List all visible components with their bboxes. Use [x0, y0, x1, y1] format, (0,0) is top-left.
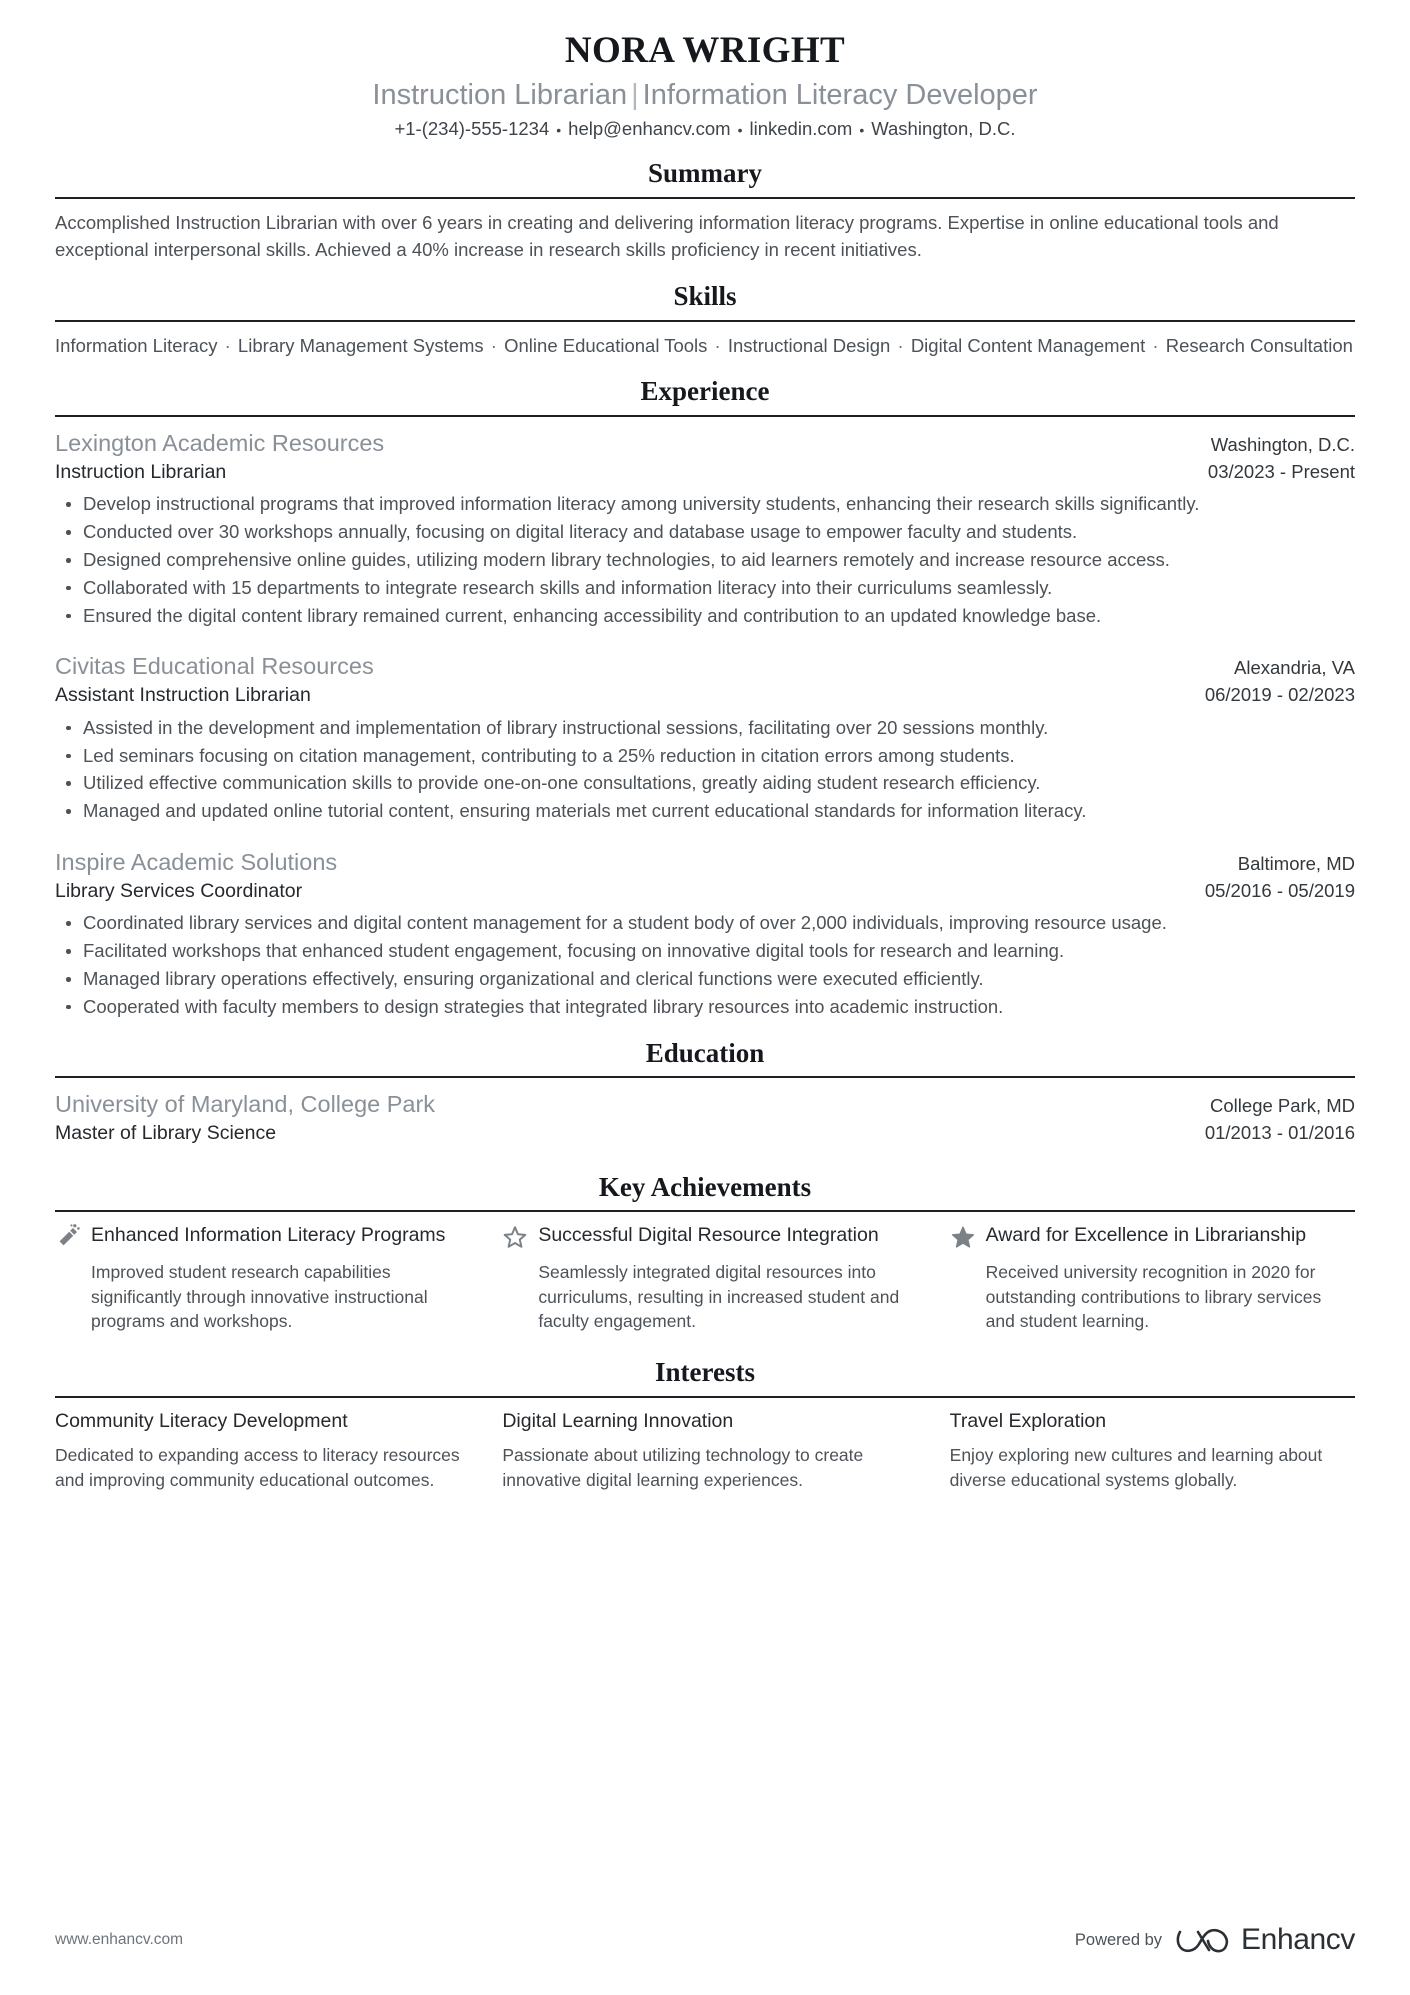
role-divider-icon: | [631, 78, 639, 111]
experience-title-row [55, 682, 1355, 708]
experience-entry [55, 428, 1355, 629]
interest-card [502, 1409, 907, 1492]
education-school-row [55, 1089, 1355, 1120]
section-skills [55, 280, 1355, 360]
section-title-interests: Interests [655, 1356, 755, 1387]
interest-description: Passionate about utilizing technology to create innovative digital learning experiences. [502, 1445, 864, 1490]
footer-website-link[interactable]: www.enhancv.com [55, 1931, 184, 1948]
section-summary [55, 157, 1355, 263]
skill-separator-icon: · [485, 334, 503, 356]
experience-dates: 03/2023 - Present [1207, 461, 1355, 483]
magic-wand-icon [55, 1224, 81, 1251]
experience-entry [55, 847, 1355, 1021]
star-filled-icon [950, 1224, 976, 1251]
experience-job-title: Library Services Coordinator [55, 880, 303, 903]
achievement-header [502, 1223, 907, 1251]
achievement-description: Improved student research capabilities significantly through innovative instructional programs and workshops. [91, 1262, 428, 1332]
skill-item: Library Management Systems [237, 334, 484, 356]
education-degree: Master of Library Science [55, 1122, 277, 1145]
experience-bullet: Ensured the digital content library remained current, enhancing accessibility and contribution to an updated knowledge base. [55, 603, 1355, 630]
section-rule [55, 197, 1355, 199]
skill-item: Digital Content Management [910, 334, 1146, 356]
contact-line [55, 117, 1355, 141]
experience-bullet: Collaborated with 15 departments to integrate research skills and information literacy into their curriculums seamlessly. [55, 575, 1355, 602]
experience-bullet: Led seminars focusing on citation management, contributing to a 25% reduction in citation errors among students. [55, 743, 1355, 770]
contact-linkedin[interactable]: linkedin.com [749, 118, 853, 140]
experience-dates: 05/2016 - 05/2019 [1204, 880, 1355, 902]
interest-card [950, 1409, 1355, 1492]
experience-bullet-list [55, 491, 1355, 629]
achievement-title: Successful Digital Resource Integration [538, 1224, 879, 1247]
role-secondary: Information Literacy Developer [642, 78, 1038, 111]
skill-separator-icon: · [709, 334, 726, 356]
achievement-description: Seamlessly integrated digital resources into curriculums, resulting in increased student and faculty engagement. [538, 1262, 900, 1332]
enhancv-mark-icon [1176, 1923, 1232, 1957]
section-experience [55, 375, 1355, 1020]
experience-organization: Inspire Academic Solutions [55, 849, 338, 876]
powered-by-label: Powered by [1074, 1930, 1163, 1949]
enhancv-logo [1176, 1923, 1355, 1957]
section-rule [55, 320, 1355, 322]
skill-item: Online Educational Tools [504, 334, 708, 356]
education-dates: 01/2013 - 01/2016 [1204, 1122, 1355, 1144]
experience-job-title: Instruction Librarian [55, 461, 227, 484]
section-rule [55, 1210, 1355, 1212]
section-title-education: Education [645, 1037, 765, 1068]
experience-bullet: Designed comprehensive online guides, utilizing modern library technologies, to aid learners remotely and increase resource access. [55, 547, 1355, 574]
experience-entries [55, 428, 1355, 1021]
skills-list [55, 333, 1355, 360]
achievement-card [950, 1223, 1355, 1334]
achievement-card [502, 1223, 907, 1334]
experience-location: Baltimore, MD [1237, 853, 1355, 875]
skill-separator-icon: · [892, 334, 909, 356]
star-outline-icon [502, 1224, 528, 1251]
experience-bullet: Coordinated library services and digital content management for a student body of over 2,000 individuals, improving resource usage. [55, 910, 1355, 937]
interest-description: Enjoy exploring new cultures and learning about diverse educational systems globally. [949, 1445, 1323, 1490]
interest-cards [55, 1409, 1355, 1492]
achievement-description: Received university recognition in 2020 for outstanding contributions to library services and student learning. [985, 1262, 1322, 1332]
section-rule [55, 415, 1355, 417]
experience-bullet: Cooperated with faculty members to design strategies that integrated library resources into academic instruction. [55, 994, 1355, 1021]
skill-item: Instructional Design [727, 334, 891, 356]
education-entry [55, 1089, 1355, 1146]
education-entries [55, 1089, 1355, 1146]
interest-card [55, 1409, 460, 1492]
experience-bullet-list [55, 910, 1355, 1020]
page-footer [55, 1923, 1355, 1957]
experience-org-row [55, 651, 1355, 682]
section-title-experience: Experience [640, 376, 770, 407]
role-primary: Instruction Librarian [372, 78, 628, 111]
skill-item: Information Literacy [55, 334, 218, 356]
footer-branding [1075, 1923, 1355, 1957]
interest-description: Dedicated to expanding access to literacy resources and improving community educational outcomes. [55, 1445, 460, 1490]
achievement-card [55, 1223, 460, 1334]
interest-title: Digital Learning Innovation [502, 1409, 734, 1432]
education-school: University of Maryland, College Park [55, 1091, 436, 1118]
candidate-name: NORA WRIGHT [564, 30, 846, 71]
skill-separator-icon: · [219, 334, 236, 356]
experience-entry [55, 651, 1355, 825]
experience-bullet: Managed library operations effectively, ensuring organizational and clerical functions were executed efficiently. [55, 966, 1355, 993]
interest-title: Travel Exploration [949, 1409, 1107, 1432]
experience-bullet: Utilized effective communication skills to provide one-on-one consultations, greatly aiding student research efficiency. [55, 770, 1355, 797]
contact-location: Washington, D.C. [871, 118, 1016, 140]
section-education [55, 1037, 1355, 1147]
education-degree-row [55, 1120, 1355, 1146]
enhancv-wordmark: Enhancv [1241, 1923, 1355, 1956]
experience-bullet: Conducted over 30 workshops annually, focusing on digital literacy and database usage to empower faculty and students. [55, 519, 1355, 546]
experience-organization: Civitas Educational Resources [55, 653, 374, 680]
experience-org-row [55, 428, 1355, 459]
experience-organization: Lexington Academic Resources [55, 430, 385, 457]
contact-separator-icon: • [859, 122, 865, 139]
experience-bullet: Managed and updated online tutorial content, ensuring materials met current educational standards for information literacy. [55, 798, 1355, 825]
section-title-key-achievements: Key Achievements [598, 1171, 812, 1202]
experience-bullet: Facilitated workshops that enhanced student engagement, focusing on innovative digital tools for research and learning. [55, 938, 1355, 965]
contact-email[interactable]: help@enhancv.com [568, 118, 731, 140]
achievement-title: Enhanced Information Literacy Programs [91, 1224, 446, 1247]
experience-title-row [55, 878, 1355, 904]
skill-separator-icon: · [1147, 334, 1164, 356]
section-title-summary: Summary [648, 158, 762, 189]
section-key-achievements [55, 1171, 1355, 1334]
contact-separator-icon: • [737, 122, 743, 139]
summary-text: Accomplished Instruction Librarian with over 6 years in creating and delivering information literacy programs. Expertise in online educational tools and exceptional interpersonal skills. Achieved a 40% increase in research skills proficiency in recent initiatives. [55, 212, 1279, 260]
experience-job-title: Assistant Instruction Librarian [55, 684, 311, 707]
experience-bullet: Assisted in the development and implementation of library instructional sessions, facilitating over 20 sessions monthly. [55, 715, 1355, 742]
skill-item: Research Consultation [1165, 334, 1353, 356]
experience-title-row [55, 459, 1355, 485]
experience-dates: 06/2019 - 02/2023 [1204, 684, 1355, 706]
interest-title: Community Literacy Development [55, 1409, 348, 1432]
contact-phone: +1-(234)-555-1234 [394, 118, 550, 140]
section-title-skills: Skills [673, 280, 737, 311]
experience-org-row [55, 847, 1355, 878]
experience-bullet-list [55, 715, 1355, 825]
candidate-role [55, 78, 1355, 113]
experience-bullet: Develop instructional programs that improved information literacy among university students, enhancing their research skills significantly. [55, 491, 1355, 518]
achievement-header [55, 1223, 460, 1251]
section-rule [55, 1396, 1355, 1398]
experience-location: Washington, D.C. [1210, 434, 1355, 456]
achievement-header [950, 1223, 1355, 1251]
education-location: College Park, MD [1210, 1095, 1355, 1117]
section-interests [55, 1356, 1355, 1492]
contact-separator-icon: • [556, 122, 562, 139]
achievement-cards [55, 1223, 1355, 1334]
section-rule [55, 1076, 1355, 1078]
achievement-title: Award for Excellence in Librarianship [985, 1224, 1307, 1247]
resume-header [55, 30, 1355, 141]
experience-location: Alexandria, VA [1234, 657, 1355, 679]
